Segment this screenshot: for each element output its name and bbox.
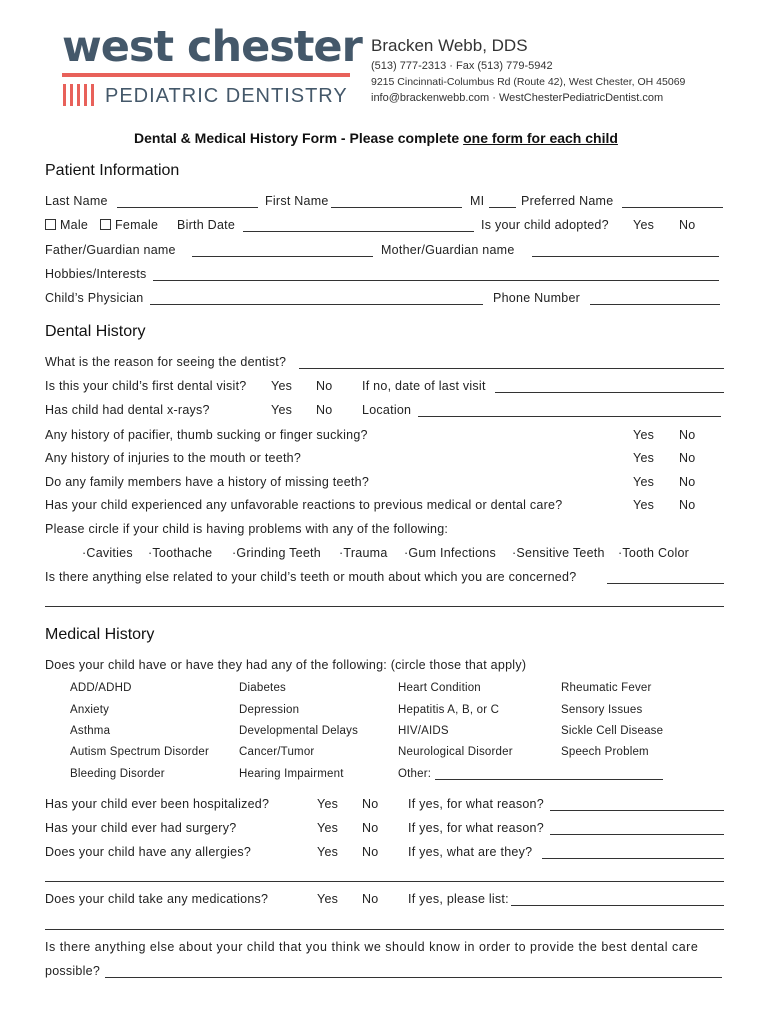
xrays-no[interactable]: No [316,403,333,417]
location-field[interactable] [418,416,721,417]
adopted-no[interactable]: No [679,218,696,232]
condition-item[interactable]: Asthma [70,725,111,737]
doctor-name: Bracken Webb, DDS [371,36,528,55]
condition-item[interactable]: Cancer/Tumor [239,746,315,758]
dq3-yes[interactable]: Yes [633,475,655,489]
patient-info-heading: Patient Information [45,162,180,179]
first-visit-label: Is this your child’s first dental visit? [45,379,247,393]
dental-question: Has your child experienced any unfavorable reactions to previous medical or dental care? [45,498,563,512]
condition-item[interactable]: Heart Condition [398,682,481,694]
dental-concerns-field[interactable] [607,583,724,584]
condition-item[interactable]: Speech Problem [561,746,649,758]
female-checkbox[interactable] [100,219,111,230]
condition-item[interactable]: Developmental Delays [239,725,359,737]
circle-prompt: Please circle if your child is having problems with any of the following: [45,522,449,536]
dq1-no[interactable]: No [679,428,696,442]
xrays-yes[interactable]: Yes [271,403,293,417]
dq1-yes[interactable]: Yes [633,428,655,442]
hospitalized-reason-label: If yes, for what reason? [408,797,544,811]
dq2-yes[interactable]: Yes [633,451,655,465]
father-label: Father/Guardian name [45,243,176,257]
preferred-name-field[interactable] [622,207,723,208]
condition-item[interactable]: Autism Spectrum Disorder [70,746,210,758]
surgery-label: Has your child ever had surgery? [45,821,237,835]
last-visit-label: If no, date of last visit [362,379,486,393]
allergies-field-2[interactable] [45,881,724,882]
final-question-line-2: possible? [45,964,101,978]
condition-item[interactable]: Hepatitis A, B, or C [398,704,500,716]
hobbies-label: Hobbies/Interests [45,267,147,281]
first-name-field[interactable] [331,207,462,208]
first-visit-no[interactable]: No [316,379,333,393]
phone-fax: (513) 777-2313 · Fax (513) 779-5942 [371,60,553,72]
last-visit-field[interactable] [495,392,724,393]
allergies-yes[interactable]: Yes [317,845,339,859]
address: 9215 Cincinnati-Columbus Rd (Route 42), West Chester, OH 45069 [371,76,686,88]
medications-list-label: If yes, please list: [408,892,509,906]
condition-item[interactable]: Bleeding Disorder [70,768,165,780]
first-visit-yes[interactable]: Yes [271,379,293,393]
form-title [134,130,618,146]
dental-question: Any history of injuries to the mouth or teeth? [45,451,302,465]
condition-item[interactable]: Depression [239,704,300,716]
reason-label: What is the reason for seeing the dentist? [45,355,287,369]
condition-item[interactable]: Rheumatic Fever [561,682,652,694]
reason-field[interactable] [299,368,724,369]
female-option[interactable]: Female [100,218,158,232]
conditions-prompt: Does your child have or have they had any of the following: (circle those that apply) [45,658,527,672]
condition-item[interactable]: Sensory Issues [561,704,643,716]
problem-option[interactable]: ·Trauma [339,546,388,560]
adopted-label: Is your child adopted? [481,218,609,232]
email-website: info@brackenwebb.com · WestChesterPediatricDentist.com [371,92,664,104]
allergies-what-field[interactable] [542,858,724,859]
form-title-emphasis: one form for each child [463,130,618,146]
allergies-label: Does your child have any allergies? [45,845,252,859]
condition-other-label: Other: [398,768,432,780]
logo-divider [62,73,350,77]
logo-wordmark: west chester [62,22,362,72]
first-name-label: First Name [265,194,329,208]
last-name-label: Last Name [45,194,108,208]
medications-yes[interactable]: Yes [317,892,339,906]
medications-field-2[interactable] [45,929,724,930]
dental-question: Any history of pacifier, thumb sucking or finger sucking? [45,428,368,442]
condition-other-field[interactable] [435,779,663,780]
male-option[interactable]: Male [45,218,88,232]
medications-list-field[interactable] [511,905,724,906]
physician-label: Child’s Physician [45,291,144,305]
dental-question: Do any family members have a history of missing teeth? [45,475,370,489]
medications-no[interactable]: No [362,892,379,906]
mi-field[interactable] [489,207,516,208]
dental-concerns-field-2[interactable] [45,606,724,607]
dq2-no[interactable]: No [679,451,696,465]
condition-item[interactable]: Sickle Cell Disease [561,725,664,737]
final-question-line-1: Is there anything else about your child that you think we should know in order to provide the best dental care [45,940,699,954]
problem-option[interactable]: ·Sensitive Teeth [512,546,605,560]
phone-label: Phone Number [493,291,581,305]
condition-item[interactable]: HIV/AIDS [398,725,449,737]
dental-concerns-label: Is there anything else related to your child’s teeth or mouth about which you are concerned? [45,570,577,584]
allergies-no[interactable]: No [362,845,379,859]
condition-item[interactable]: ADD/ADHD [70,682,132,694]
surgery-reason-field[interactable] [550,834,724,835]
hospitalized-label: Has your child ever been hospitalized? [45,797,270,811]
problem-option[interactable]: ·Grinding Teeth [232,546,321,560]
hospitalized-reason-field[interactable] [550,810,724,811]
xrays-label: Has child had dental x-rays? [45,403,210,417]
dq3-no[interactable]: No [679,475,696,489]
problem-option[interactable]: ·Tooth Color [618,546,690,560]
condition-item[interactable]: Hearing Impairment [239,768,344,780]
surgery-no[interactable]: No [362,821,379,835]
dental-history-heading: Dental History [45,323,146,340]
surgery-reason-label: If yes, for what reason? [408,821,544,835]
birth-date-label: Birth Date [177,218,236,232]
birth-date-field[interactable] [243,231,474,232]
mother-field[interactable] [532,256,719,257]
form-title-main: Dental & Medical History Form - Please complete [134,130,464,146]
surgery-yes[interactable]: Yes [317,821,339,835]
physician-field[interactable] [150,304,483,305]
phone-field[interactable] [590,304,720,305]
condition-item[interactable]: Anxiety [70,704,110,716]
adopted-yes[interactable]: Yes [633,218,655,232]
father-field[interactable] [192,256,373,257]
medications-label: Does your child take any medications? [45,892,269,906]
location-label: Location [362,403,412,417]
medical-history-heading: Medical History [45,626,155,643]
mother-label: Mother/Guardian name [381,243,515,257]
hospitalized-yes[interactable]: Yes [317,797,339,811]
mi-label: MI [470,194,485,208]
dq4-no[interactable]: No [679,498,696,512]
last-name-field[interactable] [117,207,258,208]
condition-item[interactable]: Diabetes [239,682,286,694]
dq4-yes[interactable]: Yes [633,498,655,512]
final-question-field[interactable] [105,977,722,978]
problem-option[interactable]: ·Cavities [82,546,133,560]
logo-subtitle: PEDIATRIC DENTISTRY [105,85,348,107]
preferred-name-label: Preferred Name [521,194,614,208]
problem-option[interactable]: ·Toothache [148,546,213,560]
condition-item[interactable]: Neurological Disorder [398,746,513,758]
problem-option[interactable]: ·Gum Infections [404,546,496,560]
allergies-what-label: If yes, what are they? [408,845,533,859]
male-checkbox[interactable] [45,219,56,230]
hospitalized-no[interactable]: No [362,797,379,811]
hobbies-field[interactable] [153,280,719,281]
